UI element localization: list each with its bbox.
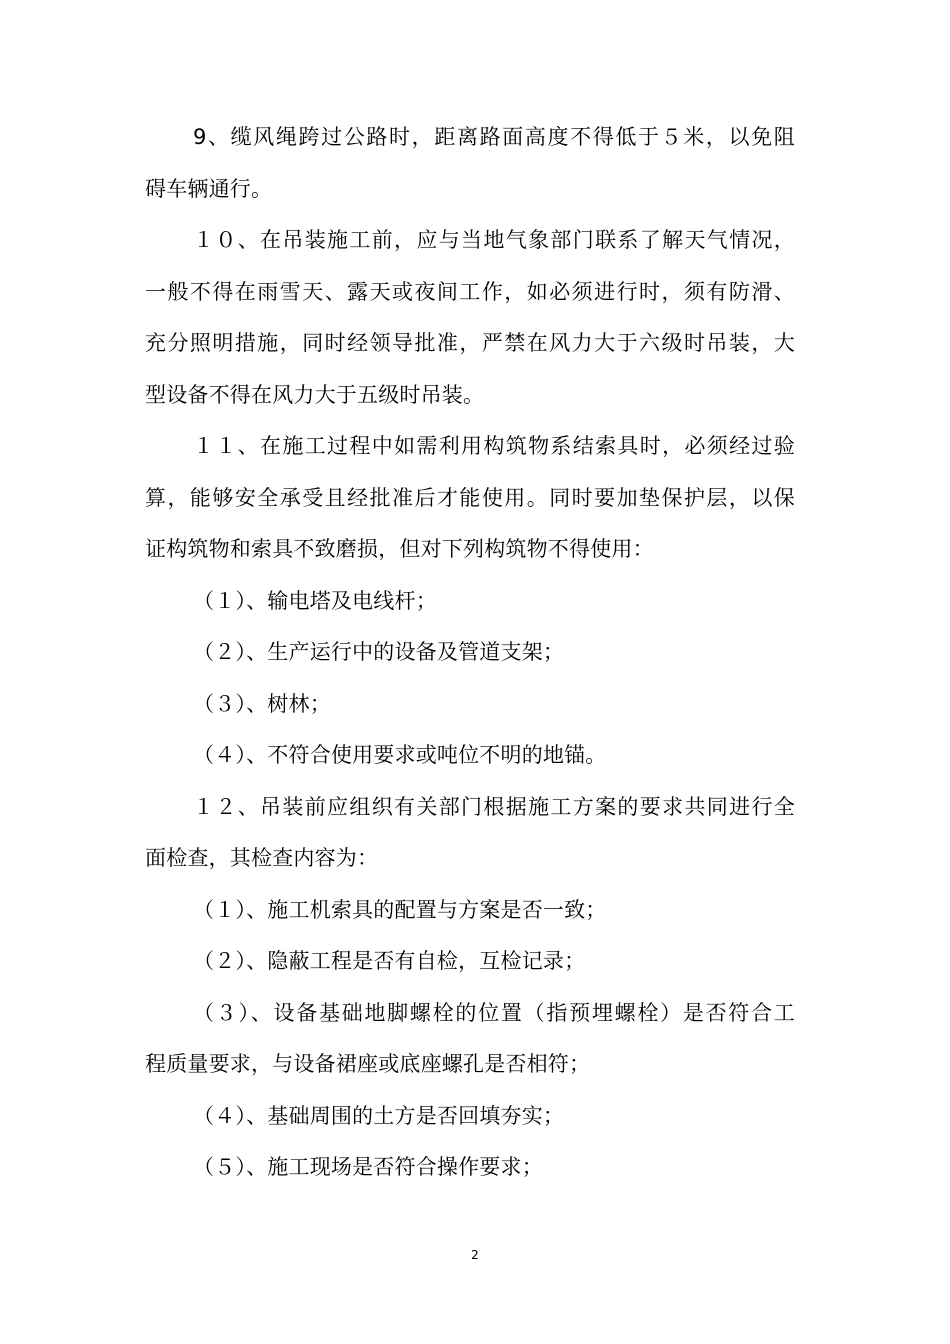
text-line: 面检查，其检查内容为： (145, 846, 379, 870)
text-line: 9、缆风绳跨过公路时，距离路面高度不得低于５米，以免阻 (193, 125, 795, 149)
body-text (145, 112, 795, 1194)
text-line: １０、在吊装施工前，应与当地气象部门联系了解天气情况， (193, 228, 795, 252)
text-line: 算，能够安全承受且经批准后才能使用。同时要加垫保护层，以保 (145, 485, 795, 510)
list-item: （４）、不符合使用要求或吨位不明的地锚。 (193, 743, 607, 767)
text-line: 碍车辆通行。 (145, 176, 273, 201)
text-line: 型设备不得在风力大于五级时吊装。 (145, 382, 485, 407)
list-item: （３）、设备基础地脚螺栓的位置（指预埋螺栓）是否符合工 (193, 1000, 795, 1025)
list-item: （４）、基础周围的土方是否回填夯实； (193, 1103, 565, 1128)
list-item: （３）、树林； (193, 691, 331, 716)
page-number: 2 (471, 1248, 479, 1262)
text-line: 一般不得在雨雪天、露天或夜间工作，如必须进行时，须有防滑、 (145, 279, 795, 304)
list-item: （５）、施工现场是否符合操作要求； (193, 1155, 543, 1179)
list-item: （１）、输电塔及电线杆； (193, 588, 437, 613)
text-line: 充分照明措施，同时经领导批准，严禁在风力大于六级时吊装，大 (145, 331, 795, 355)
list-item: （２）、隐蔽工程是否有自检，互检记录； (193, 949, 586, 973)
text-line: １１、在施工过程中如需利用构筑物系结索具时，必须经过验 (193, 434, 795, 458)
text-line: 证构筑物和索具不致磨损，但对下列构筑物不得使用： (145, 537, 654, 561)
list-item: （２）、生产运行中的设备及管道支架； (193, 640, 565, 664)
text-line: 程质量要求，与设备裙座或底座螺孔是否相符； (145, 1052, 591, 1076)
text-line: １２、吊装前应组织有关部门根据施工方案的要求共同进行全 (193, 794, 795, 819)
list-item: （１）、施工机索具的配置与方案是否一致； (193, 897, 607, 922)
